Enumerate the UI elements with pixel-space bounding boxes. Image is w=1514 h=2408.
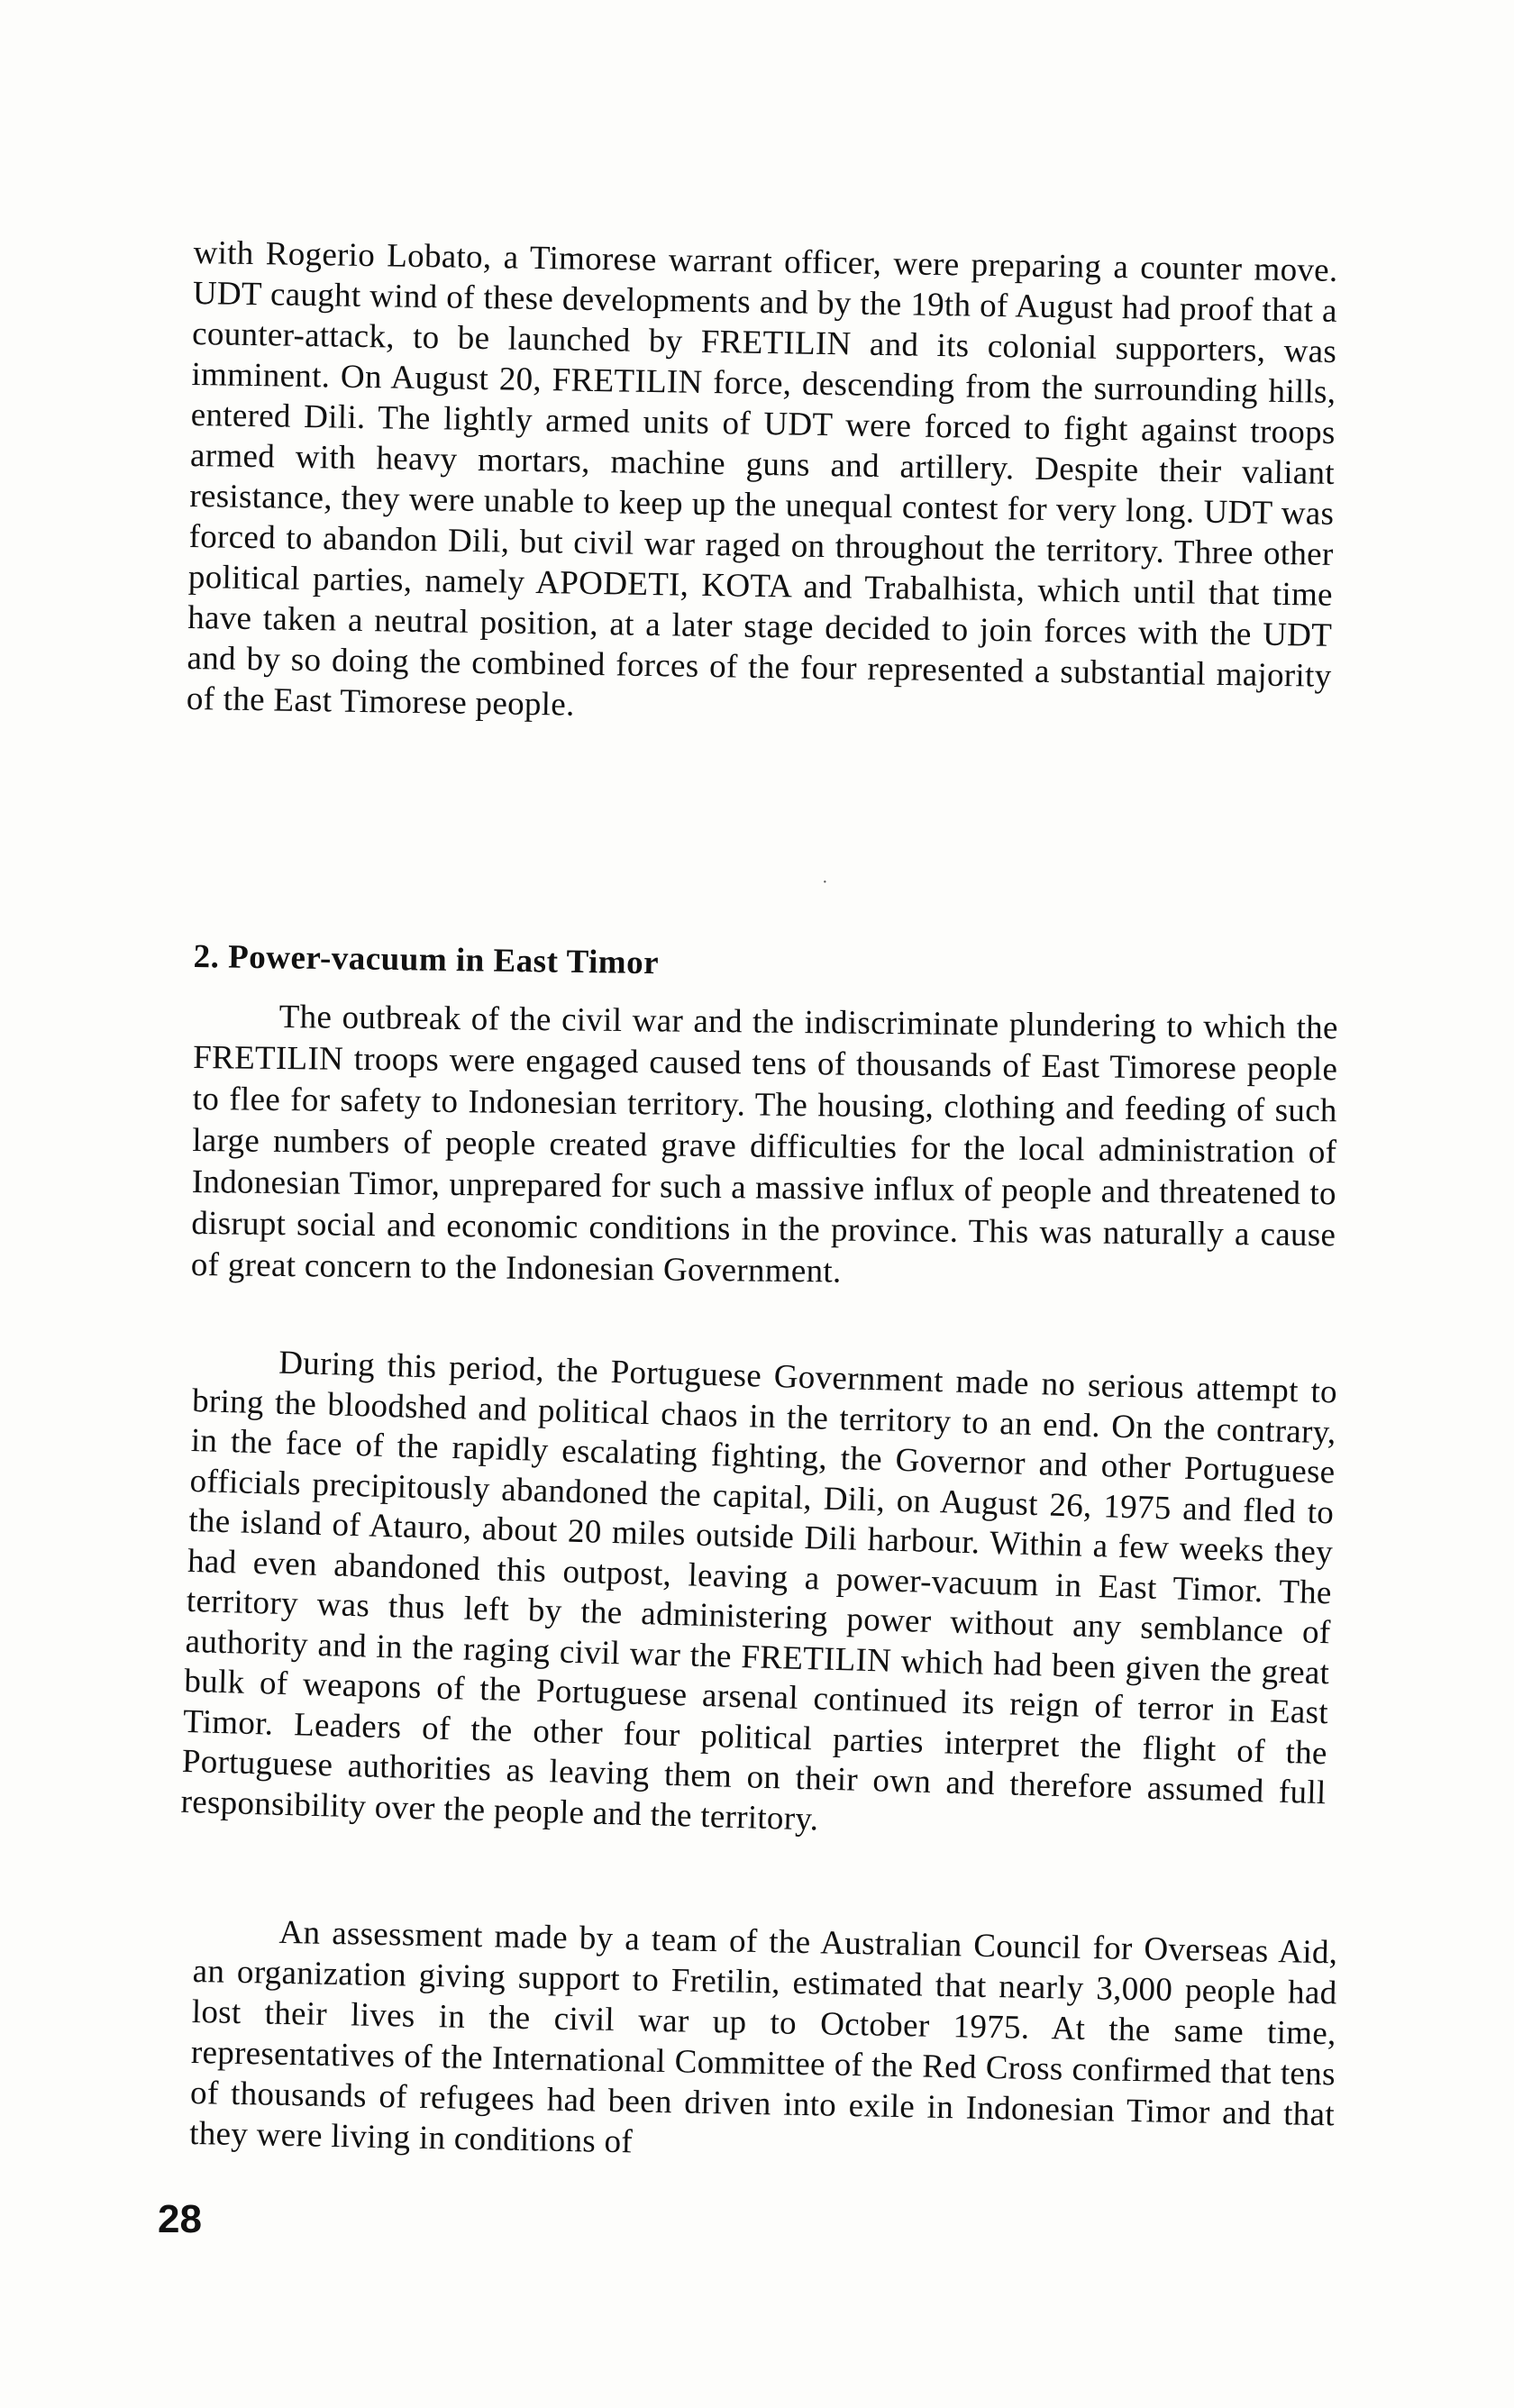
paragraph-text: with Rogerio Lobato, a Timorese warrant officer, were preparing a counter move. UDT caught wind of these developments and by the 19th of August had proof that a counter-attack, to be launched by FRETILIN and its colonial supporters, was imminent. On August 20, FRETILIN force, descending from the surrounding hills, entered Dili. The lightly armed units of UDT were forced to fight against troops armed with heavy mortars, machine guns and artillery. Despite their valiant resistance, they were unable to keep up the unequal contest for very long. UDT was forced to abandon Dili, but civil war raged on throughout the territory. Three other political parties, namely APODETI, KOTA and Trabalhista, which until that time have taken a neutral position, at a later stage decided to join forces with the UDT and by so doing the combined forces of the four represented a substantial majority of the East Timorese people. xyxy=(186,233,1338,724)
paragraph-text: An assessment made by a team of the Australian Council for Overseas Aid, an organization giving support to Fretilin, estimated that nearly 3,000 people had lost their lives in the civil war up to October 1975. At the same time, representatives of the International Committee of the Red Cross confirmed that tens of thousands of refugees had been driven into exile in Indonesian Timor and that they were living in conditions of xyxy=(188,1913,1338,2161)
continuation-paragraph xyxy=(187,233,1338,737)
paragraph-during xyxy=(180,1341,1337,1854)
section-heading: 2. Power-vacuum in East Timor xyxy=(193,937,660,982)
section-divider: · xyxy=(822,872,828,892)
paragraph-outbreak xyxy=(191,996,1338,1298)
paragraph-text: The outbreak of the civil war and the indiscriminate plundering to which the FRETILIN troops were engaged caused tens of thousands of East Timorese people to flee for safety to Indonesian territory. The housing, clothing and feeding of such large numbers of people created grave difficulties for the local administration of Indonesian Timor, unprepared for such a massive influx of people and threatened to disrupt social and economic conditions in the province. This was naturally a cause of great concern to the Indonesian Government. xyxy=(190,998,1338,1291)
paragraph-assessment xyxy=(189,1911,1338,2175)
paragraph-text: During this period, the Portuguese Government made no serious attempt to bring the bloodshed and political chaos in the territory to an end. On the contrary, in the face of the rapidly escalating fighting, the Governor and other Portuguese officials precipitously abandoned the capital, Dili, on August 26, 1975 and fled to the island of Atauro, about 20 miles outside Dili harbour. Within a few weeks they had even abandoned this outpost, leaving a power-vacuum in East Timor. The territory was thus left by the administering power without any semblance of authority and in the raging civil war the FRETILIN which had been given the great bulk of weapons of the Portuguese arsenal continued its reign of terror in East Timor. Leaders of the other four political parties interpret the flight of the Portuguese authorities as leaving them on their own and therefore assumed full responsibility over the people and the territory. xyxy=(180,1344,1338,1838)
page-number: 28 xyxy=(158,2197,202,2241)
